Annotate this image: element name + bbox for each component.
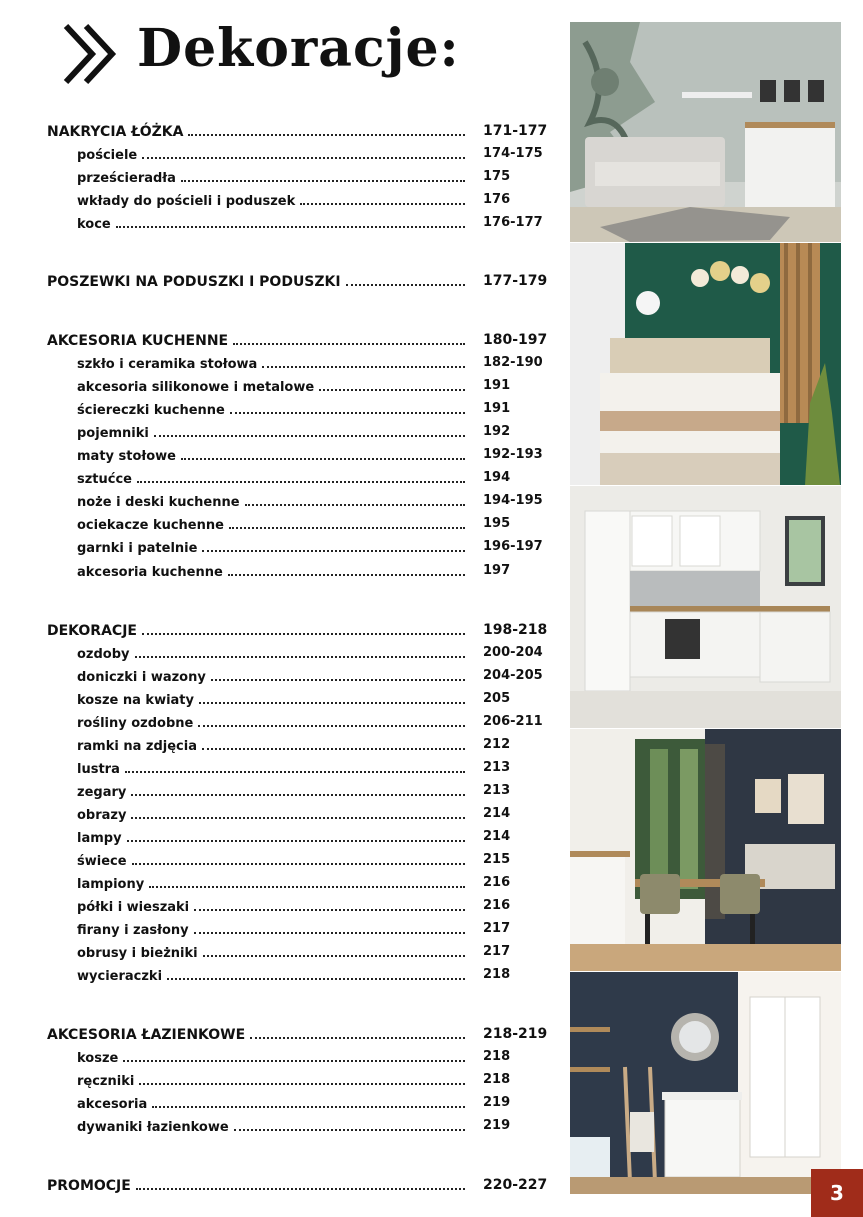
toc-item — [77, 1048, 467, 1066]
toc-item-pages: 192 — [483, 424, 511, 439]
toc-item-pages: 191 — [483, 401, 511, 416]
dot-leader — [300, 191, 465, 205]
toc-item-pages: 216 — [483, 898, 511, 913]
toc-section-pages: 177-179 — [483, 273, 548, 289]
dot-leader — [152, 1094, 465, 1108]
dot-leader — [202, 538, 465, 552]
toc-item-label: lampy — [77, 831, 122, 846]
toc-item-label: prześcieradła — [77, 171, 176, 186]
toc-item — [77, 1094, 467, 1112]
toc-section-label: POSZEWKI NA PODUSZKI I PODUSZKI — [47, 274, 341, 290]
toc-item-pages: 175 — [483, 169, 511, 184]
toc-item-pages: 194-195 — [483, 493, 543, 508]
photo-kitchen — [570, 486, 841, 728]
toc-section — [47, 1176, 467, 1194]
toc-item-pages: 195 — [483, 516, 511, 531]
dot-leader — [142, 145, 465, 159]
toc-item — [77, 1117, 467, 1135]
toc-section-label: AKCESORIA KUCHENNE — [47, 333, 229, 349]
toc-item-pages: 214 — [483, 829, 511, 844]
toc-item-pages: 191 — [483, 378, 511, 393]
dot-leader — [230, 400, 465, 414]
toc-item-label: akcesoria — [77, 1097, 148, 1112]
toc-item-label: świece — [77, 854, 127, 869]
dot-leader — [142, 621, 465, 635]
dot-leader — [228, 562, 465, 576]
dot-leader — [194, 897, 465, 911]
toc-item — [77, 423, 467, 441]
toc-section-label: PROMOCJE — [47, 1178, 131, 1194]
toc-item-pages: 215 — [483, 852, 511, 867]
toc-item — [77, 782, 467, 800]
toc-item-label: kosze na kwiaty — [77, 693, 194, 708]
page-title: Dekoracje: — [137, 18, 460, 79]
toc-item — [77, 446, 467, 464]
dot-leader — [250, 1025, 465, 1039]
toc-item-label: noże i deski kuchenne — [77, 495, 240, 510]
toc-item-label: maty stołowe — [77, 449, 176, 464]
toc-item-pages: 217 — [483, 921, 511, 936]
toc-item — [77, 828, 467, 846]
toc-item-pages: 192-193 — [483, 447, 543, 462]
photo-bedroom-green-wall — [570, 243, 841, 485]
toc-item-label: ramki na zdjęcia — [77, 739, 197, 754]
toc-item-label: rośliny ozdobne — [77, 716, 194, 731]
toc-item-label: ozdoby — [77, 647, 130, 662]
dot-leader — [198, 713, 465, 727]
toc-item-label: garnki i patelnie — [77, 541, 198, 556]
toc-item-pages: 219 — [483, 1095, 511, 1110]
toc-item — [77, 920, 467, 938]
toc-item-label: akcesoria silikonowe i metalowe — [77, 380, 315, 395]
toc-item-pages: 213 — [483, 783, 511, 798]
toc-section-pages: 180-197 — [483, 332, 548, 348]
toc-item-label: lustra — [77, 762, 120, 777]
toc-section-label: AKCESORIA ŁAZIENKOWE — [47, 1027, 246, 1043]
toc-section-pages: 198-218 — [483, 622, 548, 638]
dot-leader — [262, 354, 465, 368]
dot-leader — [131, 782, 465, 796]
toc-item — [77, 805, 467, 823]
dot-leader — [234, 1117, 465, 1131]
toc-item-label: dywaniki łazienkowe — [77, 1120, 229, 1135]
dot-leader — [203, 943, 465, 957]
dot-leader — [116, 214, 465, 228]
toc-item — [77, 400, 467, 418]
toc-section — [47, 1025, 467, 1043]
dot-leader — [346, 272, 465, 286]
toc-section-label: NAKRYCIA ŁÓŻKA — [47, 124, 184, 140]
toc-section-pages: 218-219 — [483, 1026, 548, 1042]
toc-item-label: ręczniki — [77, 1074, 135, 1089]
toc-section — [47, 621, 467, 639]
toc-section — [47, 331, 467, 349]
dot-leader — [229, 515, 465, 529]
photo-bathroom — [570, 972, 841, 1194]
page-number-badge: 3 — [811, 1169, 863, 1217]
toc-item-pages: 200-204 — [483, 645, 543, 660]
dot-leader — [131, 805, 465, 819]
toc-item-pages: 196-197 — [483, 539, 543, 554]
dot-leader — [233, 331, 465, 345]
toc-item-pages: 218 — [483, 1049, 511, 1064]
toc-item — [77, 851, 467, 869]
toc-item — [77, 469, 467, 487]
toc-item-label: sztućce — [77, 472, 133, 487]
dot-leader — [123, 1048, 465, 1062]
photo-living-dining-room — [570, 729, 841, 971]
dot-leader — [125, 759, 465, 773]
toc-item-label: półki i wieszaki — [77, 900, 190, 915]
toc-item — [77, 168, 467, 186]
toc-item — [77, 667, 467, 685]
toc-item-pages: 182-190 — [483, 355, 543, 370]
dot-leader — [139, 1071, 465, 1085]
toc-item — [77, 759, 467, 777]
toc-item-pages: 194 — [483, 470, 511, 485]
toc-item-label: wycieraczki — [77, 969, 163, 984]
toc-item — [77, 377, 467, 395]
toc-item — [77, 713, 467, 731]
toc-item-label: akcesoria kuchenne — [77, 565, 223, 580]
dot-leader — [199, 690, 465, 704]
toc-item-pages: 174-175 — [483, 146, 543, 161]
dot-leader — [135, 644, 465, 658]
dot-leader — [136, 1176, 465, 1190]
toc-item-label: obrusy i bieżniki — [77, 946, 198, 961]
toc-item — [77, 690, 467, 708]
toc-section-label: DEKORACJE — [47, 623, 137, 639]
toc-item — [77, 897, 467, 915]
toc-item-pages: 197 — [483, 563, 511, 578]
toc-item — [77, 492, 467, 510]
toc-item-pages: 212 — [483, 737, 511, 752]
dot-leader — [211, 667, 465, 681]
toc-item — [77, 736, 467, 754]
toc-item — [77, 214, 467, 232]
dot-leader — [202, 736, 465, 750]
toc-item-pages: 205 — [483, 691, 511, 706]
toc-item-label: doniczki i wazony — [77, 670, 206, 685]
toc-item-pages: 213 — [483, 760, 511, 775]
dot-leader — [194, 920, 465, 934]
toc-item — [77, 145, 467, 163]
toc-item-label: pojemniki — [77, 426, 149, 441]
toc-item-pages: 218 — [483, 1072, 511, 1087]
toc-section-pages: 220-227 — [483, 1177, 548, 1193]
toc-item-pages: 204-205 — [483, 668, 543, 683]
toc-item — [77, 644, 467, 662]
dot-leader — [132, 851, 465, 865]
toc-item — [77, 354, 467, 372]
toc-item — [77, 966, 467, 984]
toc-item — [77, 562, 467, 580]
dot-leader — [127, 828, 465, 842]
dot-leader — [167, 966, 465, 980]
toc-item-label: firany i zasłony — [77, 923, 189, 938]
toc-item-label: wkłady do pościeli i poduszek — [77, 194, 296, 209]
toc-item — [77, 191, 467, 209]
toc-item-pages: 219 — [483, 1118, 511, 1133]
toc-item-label: obrazy — [77, 808, 127, 823]
toc-item-pages: 214 — [483, 806, 511, 821]
toc-section — [47, 122, 467, 140]
toc-item — [77, 515, 467, 533]
toc-item — [77, 874, 467, 892]
toc-item-pages: 216 — [483, 875, 511, 890]
toc-section — [47, 272, 467, 290]
toc-item-label: kosze — [77, 1051, 119, 1066]
toc-item-pages: 218 — [483, 967, 511, 982]
dot-leader — [188, 122, 465, 136]
toc-item-label: lampiony — [77, 877, 145, 892]
toc-item-pages: 176 — [483, 192, 511, 207]
toc-item — [77, 1071, 467, 1089]
dot-leader — [137, 469, 465, 483]
toc-section-pages: 171-177 — [483, 123, 548, 139]
toc-item-label: ociekacze kuchenne — [77, 518, 224, 533]
dot-leader — [319, 377, 465, 391]
toc-item — [77, 538, 467, 556]
toc-item-label: koce — [77, 217, 111, 232]
dot-leader — [149, 874, 465, 888]
toc-item-label: szkło i ceramika stołowa — [77, 357, 258, 372]
toc-item-label: pościele — [77, 148, 138, 163]
toc-item-pages: 176-177 — [483, 215, 543, 230]
dot-leader — [181, 446, 465, 460]
dot-leader — [154, 423, 465, 437]
toc-item-pages: 206-211 — [483, 714, 543, 729]
toc-item-pages: 217 — [483, 944, 511, 959]
toc-item-label: ściereczki kuchenne — [77, 403, 225, 418]
photo-bedroom-daybed — [570, 22, 841, 242]
toc-item — [77, 943, 467, 961]
toc-item-label: zegary — [77, 785, 127, 800]
dot-leader — [181, 168, 465, 182]
dot-leader — [245, 492, 465, 506]
